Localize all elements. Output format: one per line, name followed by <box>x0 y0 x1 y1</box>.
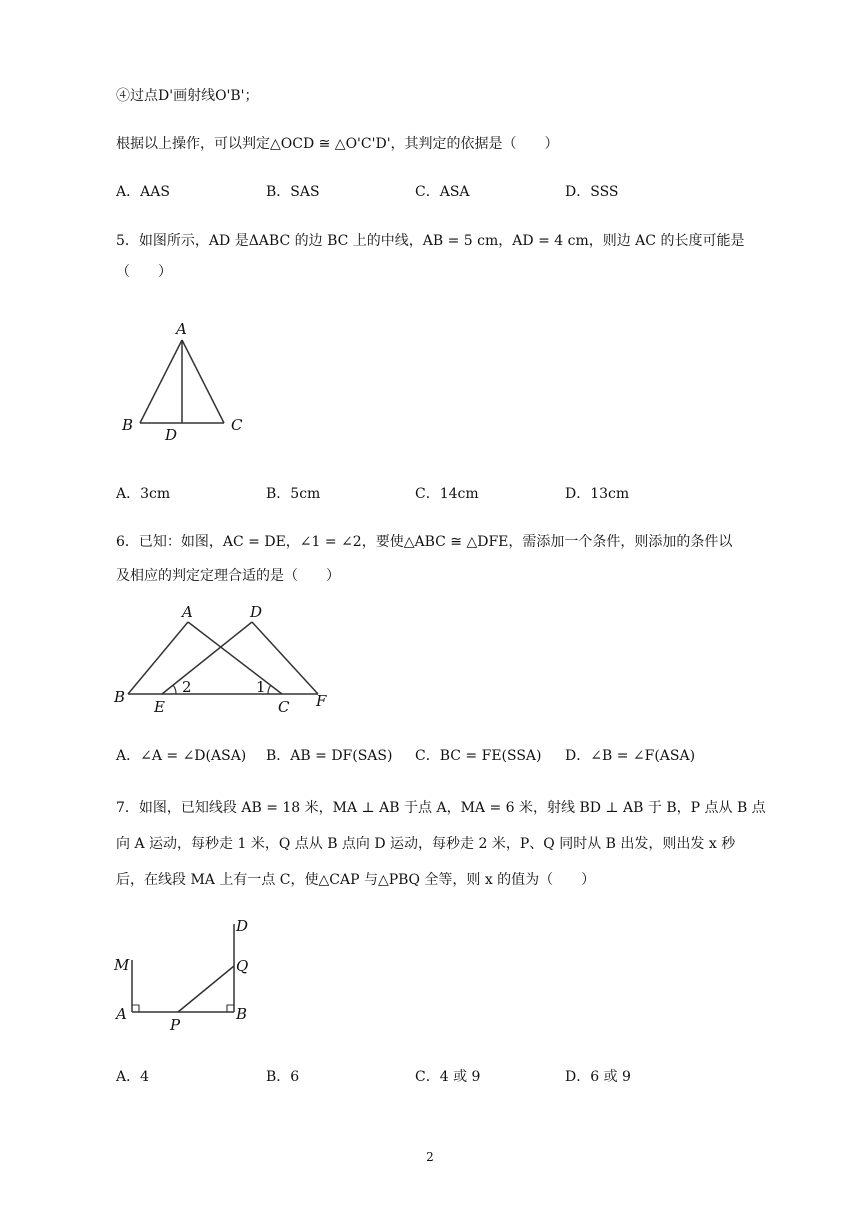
q4-option-d: D．SSS <box>565 184 619 200</box>
q5-side-ac <box>182 340 224 423</box>
q7-right-angle-a <box>132 1005 139 1012</box>
q6-angle-1-arc <box>268 685 271 694</box>
q5-stem-line2: （ ） <box>116 264 172 280</box>
q5-stem-line1: 5．如图所示，AD 是ΔABC 的边 BC 上的中线，AB = 5 cm，AD = 4 cm，则边 AC 的长度可能是 <box>116 233 745 249</box>
q7-option-b: B．6 <box>266 1069 300 1085</box>
q6-label-c: C <box>278 698 290 716</box>
q4-option-a: A．AAS <box>116 184 170 200</box>
page-number: 2 <box>426 1150 434 1164</box>
q6-stem-line1: 6．已知：如图，AC = DE，∠1 = ∠2，要使△ABC ≅ △DFE，需添加一个条件，则添加的条件以 <box>116 534 733 550</box>
q7-segment-pq <box>178 966 234 1012</box>
q4-stem: 根据以上操作，可以判定△OCD ≅ △O'C'D'，其判定的依据是（ ） <box>116 136 559 152</box>
q7-figure <box>110 912 270 1038</box>
q6-option-a: A．∠A = ∠D(ASA) <box>116 748 247 764</box>
q7-label-m: M <box>114 956 130 974</box>
q5-label-b: B <box>122 416 134 434</box>
q5-option-a: A．3cm <box>116 486 171 502</box>
q6-label-e: E <box>154 698 165 716</box>
q6-label-angle-1: 1 <box>256 678 266 696</box>
q7-option-d: D．6 或 9 <box>565 1069 631 1085</box>
q5-option-c: C．14cm <box>415 486 479 502</box>
q7-stem-line2: 向 A 运动，每秒走 1 米，Q 点从 B 点向 D 运动，每秒走 2 米，P、Q 同时从 B 出发，则出发 x 秒 <box>116 836 736 852</box>
q6-side-ba <box>128 622 188 694</box>
q7-label-p: P <box>170 1016 181 1034</box>
q7-option-a: A．4 <box>116 1069 150 1085</box>
q6-option-b: B．AB = DF(SAS) <box>266 748 393 764</box>
q6-angle-2-arc <box>173 685 176 694</box>
q7-label-a: A <box>116 1005 127 1023</box>
q4-option-b: B．SAS <box>266 184 320 200</box>
q6-label-f: F <box>316 692 327 710</box>
q6-option-c: C．BC = FE(SSA) <box>415 748 542 764</box>
q7-stem-line3: 后，在线段 MA 上有一点 C，使△CAP 与△PBQ 全等，则 x 的值为（ ） <box>116 872 596 888</box>
q6-label-d: D <box>250 603 263 621</box>
q5-option-b: B．5cm <box>266 486 321 502</box>
q6-side-ac <box>188 622 282 694</box>
q6-stem-line2: 及相应的判定定理合适的是（ ） <box>116 568 340 584</box>
q7-label-d: D <box>236 917 249 935</box>
q5-side-ab <box>140 340 182 423</box>
q7-option-c: C．4 或 9 <box>415 1069 481 1085</box>
q5-label-d: D <box>165 426 178 444</box>
q6-option-d: D．∠B = ∠F(ASA) <box>565 748 696 764</box>
q7-right-angle-b <box>227 1005 234 1012</box>
q6-label-angle-2: 2 <box>182 678 192 696</box>
q6-triangles-figure <box>110 602 340 720</box>
q5-triangle-figure <box>116 318 256 448</box>
q4-step4: ④过点D'画射线O'B'； <box>116 88 259 104</box>
q5-option-d: D．13cm <box>565 486 630 502</box>
q7-stem-line1: 7．如图，已知线段 AB = 18 米，MA ⊥ AB 于点 A，MA = 6 米，射线 BD ⊥ AB 于 B，P 点从 B 点 <box>116 800 766 816</box>
q5-label-c: C <box>231 416 243 434</box>
q6-side-ed <box>162 622 252 694</box>
q6-label-b: B <box>114 688 126 706</box>
q7-label-q: Q <box>236 957 249 975</box>
q5-label-a: A <box>176 320 187 338</box>
q4-option-c: C．ASA <box>415 184 470 200</box>
q6-label-a: A <box>182 603 193 621</box>
q7-label-b: B <box>236 1005 248 1023</box>
